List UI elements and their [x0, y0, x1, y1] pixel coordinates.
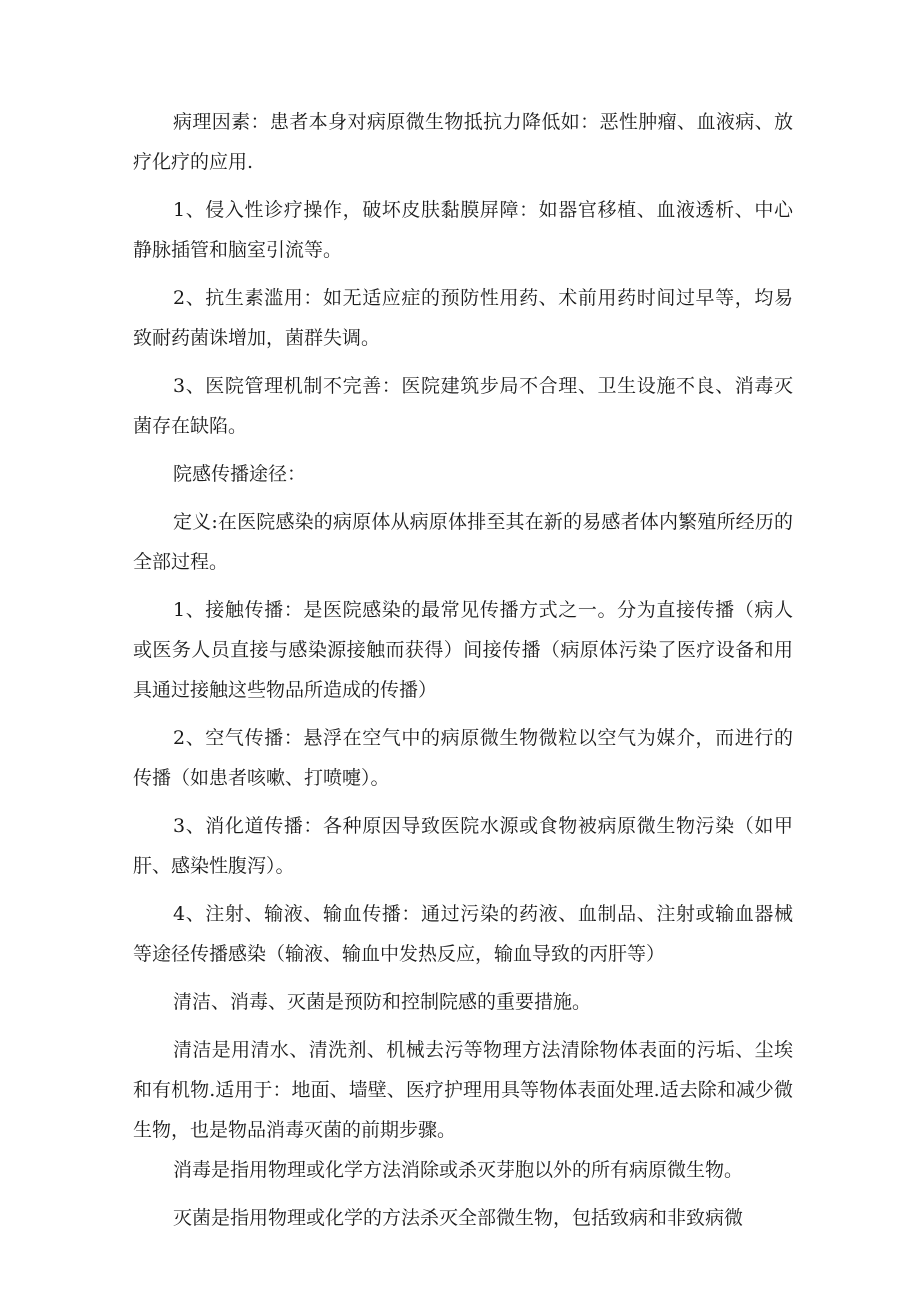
paragraph-pathological-factors: 病理因素：患者本身对病原微生物抵抗力降低如：恶性肿瘤、血液病、放疗化疗的应用.: [133, 111, 793, 173]
paragraph-contact-transmission: 1、接触传播：是医院感染的最常见传播方式之一。分为直接传播（病人或医务人员直接与感染源接触而获得）间接传播（病原体污染了医疗设备和用具通过接触这些物品所造成的传播）: [133, 599, 793, 701]
paragraph-sterilization: 灭菌是指用物理或化学的方法杀灭全部微生物，包括致病和非致病微: [173, 1207, 744, 1229]
paragraph-prevention-measures: 清洁、消毒、灭菌是预防和控制院感的重要措施。: [173, 991, 592, 1013]
document-body: [133, 102, 793, 1246]
paragraph-hospital-management: 3、医院管理机制不完善：医院建筑步局不合理、卫生设施不良、消毒灭菌存在缺陷。: [133, 375, 793, 437]
paragraph-airborne-transmission: 2、空气传播：悬浮在空气中的病原微生物微粒以空气为媒介，而进行的传播（如患者咳嗽、打喷嚏）。: [133, 727, 793, 789]
paragraph-definition: 定义:在医院感染的病原体从病原体排至其在新的易感者体内繁殖所经历的全部过程。: [133, 511, 793, 573]
paragraph-cleaning: 清洁是用清水、清洗剂、机械去污等物理方法清除物体表面的污垢、尘埃和有机物.适用于：地面、墙壁、医疗护理用具等物体表面处理.适去除和减少微生物，也是物品消毒灭菌的前期步骤。: [133, 1039, 793, 1141]
paragraph-injection-transmission: 4、注射、输液、输血传播：通过污染的药液、血制品、注射或输血器械等途径传播感染（输液、输血中发热反应，输血导致的丙肝等）: [133, 903, 793, 965]
paragraph-antibiotic-abuse: 2、抗生素滥用：如无适应症的预防性用药、术前用药时间过早等，均易致耐药菌诛增加，菌群失调。: [133, 287, 793, 349]
paragraph-invasive-procedures: 1、侵入性诊疗操作，破坏皮肤黏膜屏障：如器官移植、血液透析、中心静脉插管和脑室引流等。: [133, 199, 793, 261]
paragraph-transmission-heading: 院感传播途径：: [173, 463, 307, 485]
paragraph-disinfection: 消毒是指用物理或化学方法消除或杀灭芽胞以外的所有病原微生物。: [173, 1159, 744, 1181]
paragraph-digestive-transmission: 3、消化道传播：各种原因导致医院水源或食物被病原微生物污染（如甲肝、感染性腹泻）。: [133, 815, 793, 877]
